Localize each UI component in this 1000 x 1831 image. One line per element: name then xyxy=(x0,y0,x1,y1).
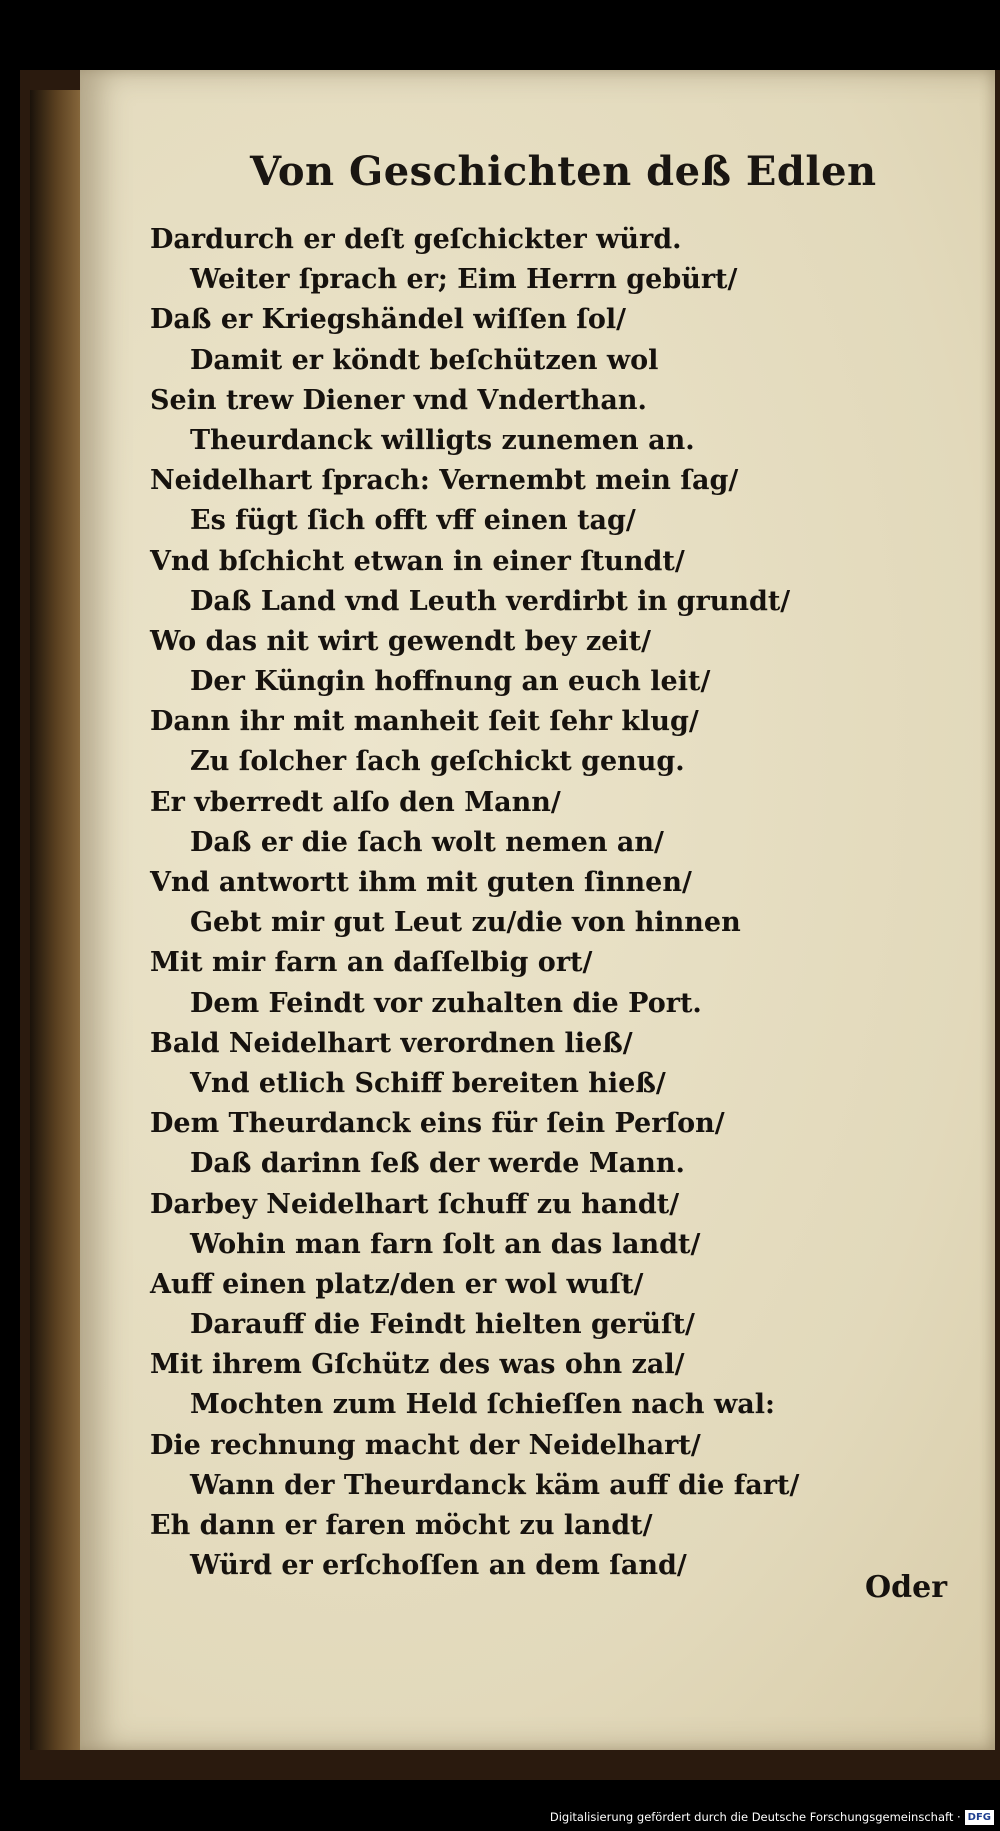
verse-line: Der Küngin hoffnung an euch leit/ xyxy=(190,666,711,698)
verse-line: Zu ſolcher ſach geſchickt genug. xyxy=(190,746,685,778)
verse-line: Daß er Kriegshändel wiſſen ſol/ xyxy=(150,304,626,336)
verse-line: Vnd antwortt ihm mit guten ſinnen/ xyxy=(150,867,692,898)
catchword: Oder xyxy=(865,1570,948,1605)
verse-line: Bald Neidelhart verordnen ließ/ xyxy=(150,1027,633,1059)
verse-line: Eh dann er faren möcht zu landt/ xyxy=(150,1510,653,1541)
verse-line: Wann der Theurdanck käm auff die fart/ xyxy=(190,1469,800,1501)
verse-line: Vnd etlich Schiff bereiten hieß/ xyxy=(190,1067,666,1099)
verse-line: Dardurch er deſt geſchickter würd. xyxy=(150,224,682,255)
verse-line: Damit er köndt beſchützen wol xyxy=(190,344,659,376)
verse-line: Mit mir farn an daſſelbig ort/ xyxy=(150,947,593,979)
digitization-credit xyxy=(550,1807,994,1827)
verse-line: Vnd bſchicht etwan in einer ſtundt/ xyxy=(150,545,685,577)
verse-line: Dann ihr mit manheit ſeit ſehr klug/ xyxy=(150,706,699,738)
verse-line: Wohin man farn ſolt an das landt/ xyxy=(190,1228,701,1260)
verse-line: Weiter ſprach er; Eim Herrn gebürt/ xyxy=(190,264,738,296)
verse-line: Daß Land vnd Leuth verdirbt in grundt/ xyxy=(190,585,791,617)
running-head: Von Geschichten deß Edlen xyxy=(250,148,877,195)
verse-line: Die rechnung macht der Neidelhart/ xyxy=(150,1429,701,1461)
dfg-logo: DFG xyxy=(965,1810,994,1825)
verse-line: Auff einen platz/den er wol wuſt/ xyxy=(150,1268,644,1300)
verse-line: Darbey Neidelhart ſchuff zu handt/ xyxy=(150,1188,680,1220)
book-page xyxy=(80,70,995,1750)
verse-line: Sein trew Diener vnd Vnderthan. xyxy=(150,384,647,416)
verse-line: Dem Theurdanck eins für ſein Perſon/ xyxy=(150,1108,725,1140)
verse-line: Gebt mir gut Leut zu/die von hinnen xyxy=(190,907,741,939)
verse-line: Darauff die Feindt hielten gerüſt/ xyxy=(190,1309,695,1341)
verse-line: Er vberredt alſo den Mann/ xyxy=(150,786,561,818)
verse-line: Mochten zum Held ſchieſſen nach wal: xyxy=(190,1389,775,1421)
verse-line: Es fügt ſich offt vff einen tag/ xyxy=(190,505,636,537)
verse-line: Daß darinn ſeß der werde Mann. xyxy=(190,1148,685,1180)
verse-line: Daß er die ſach wolt nemen an/ xyxy=(190,826,664,858)
credit-text: Digitalisierung gefördert durch die Deutsche Forschungsgemeinschaft · xyxy=(549,1810,961,1824)
verse-line: Neidelhart ſprach: Vernembt mein ſag/ xyxy=(150,465,739,497)
verse-line: Theurdanck willigts zunemen an. xyxy=(190,424,695,456)
verse-line: Wo das nit wirt gewendt bey zeit/ xyxy=(150,625,651,657)
verse-line: Mit ihrem Gſchütz des was ohn zal/ xyxy=(150,1349,685,1381)
verse-line: Dem Feindt vor zuhalten die Port. xyxy=(190,987,702,1019)
verse-line: Würd er erſchoſſen an dem ſand/ xyxy=(190,1550,687,1582)
verse-block xyxy=(150,220,990,1586)
